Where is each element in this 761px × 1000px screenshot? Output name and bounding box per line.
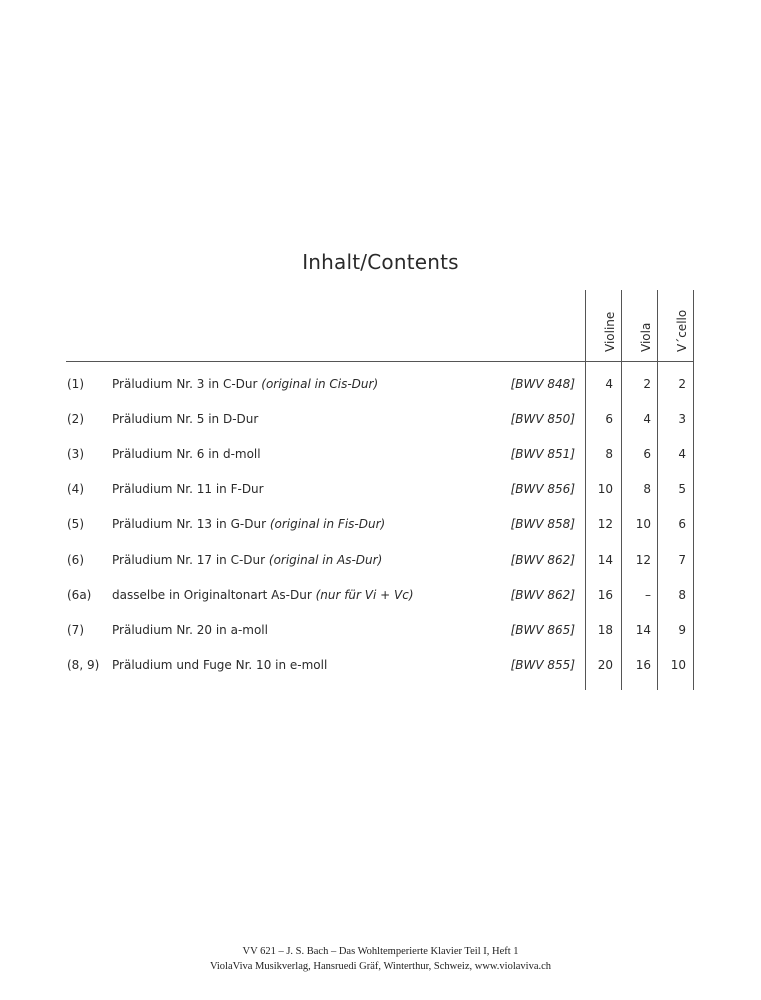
row-title: Präludium und Fuge Nr. 10 in e-moll (112, 658, 328, 672)
table-row (0, 412, 761, 432)
row-bwv: [BWV 862] (510, 588, 575, 602)
page-violine: 12 (597, 517, 613, 531)
page-violine: 4 (605, 377, 613, 391)
footer-line-2: ViolaViva Musikverlag, Hansruedi Gräf, Winterthur, Schweiz, www.violaviva.ch (209, 961, 552, 972)
table-row (0, 517, 761, 537)
page-title: Inhalt/Contents (302, 250, 459, 274)
page-viola: 2 (643, 377, 651, 391)
page-violine: 18 (597, 623, 613, 637)
page-viola: 16 (635, 658, 651, 672)
page-violine: 10 (597, 482, 613, 496)
page-violine: 16 (597, 588, 613, 602)
header-divider (66, 361, 693, 362)
row-bwv: [BWV 856] (510, 482, 575, 496)
row-note: (nur für Vi + Vc) (315, 588, 414, 602)
row-note: (original in Cis-Dur) (261, 377, 379, 391)
page-viola: 10 (635, 517, 651, 531)
row-number: (3) (67, 447, 84, 461)
row-title: Präludium Nr. 11 in F-Dur (112, 482, 264, 496)
table-row (0, 588, 761, 608)
row-number: (8, 9) (67, 658, 100, 672)
row-title: Präludium Nr. 5 in D-Dur (112, 412, 259, 426)
row-bwv: [BWV 850] (510, 412, 575, 426)
page-vcello: 9 (678, 623, 686, 637)
column-header-vcello: V´cello (675, 309, 689, 352)
row-title: Präludium Nr. 17 in C-Dur (original in As-Dur) (112, 553, 383, 567)
row-number: (6) (67, 553, 84, 567)
row-bwv: [BWV 858] (510, 517, 575, 531)
row-title: dasselbe in Originaltonart As-Dur (nur für Vi + Vc) (112, 588, 414, 602)
column-header-viola: Viola (639, 322, 653, 352)
row-bwv: [BWV 855] (510, 658, 575, 672)
page-violine: 14 (597, 553, 613, 567)
page-vcello: 3 (678, 412, 686, 426)
table-row (0, 623, 761, 643)
page-viola: – (645, 588, 651, 602)
row-number: (5) (67, 517, 84, 531)
row-number: (4) (67, 482, 84, 496)
page-vcello: 10 (670, 658, 686, 672)
page-vcello: 6 (678, 517, 686, 531)
row-number: (6a) (67, 588, 92, 602)
table-row (0, 377, 761, 397)
page-vcello: 8 (678, 588, 686, 602)
page-violine: 20 (597, 658, 613, 672)
row-note: (original in As-Dur) (268, 553, 383, 567)
row-title: Präludium Nr. 13 in G-Dur (original in Fis-Dur) (112, 517, 386, 531)
page-vcello: 4 (678, 447, 686, 461)
page-viola: 12 (635, 553, 651, 567)
table-row (0, 447, 761, 467)
row-bwv: [BWV 848] (510, 377, 575, 391)
page-viola: 4 (643, 412, 651, 426)
row-bwv: [BWV 862] (510, 553, 575, 567)
row-number: (1) (67, 377, 84, 391)
row-title: Präludium Nr. 3 in C-Dur (original in Cis-Dur) (112, 377, 379, 391)
row-bwv: [BWV 851] (510, 447, 575, 461)
table-row (0, 658, 761, 678)
table-row (0, 482, 761, 502)
column-header-violine: Violine (603, 311, 617, 352)
page-violine: 6 (605, 412, 613, 426)
page-viola: 6 (643, 447, 651, 461)
page-violine: 8 (605, 447, 613, 461)
page-viola: 8 (643, 482, 651, 496)
page-viola: 14 (635, 623, 651, 637)
row-title: Präludium Nr. 6 in d-moll (112, 447, 261, 461)
footer-line-1: VV 621 – J. S. Bach – Das Wohltemperierte Klavier Teil I, Heft 1 (242, 946, 519, 957)
page-vcello: 7 (678, 553, 686, 567)
row-title: Präludium Nr. 20 in a-moll (112, 623, 268, 637)
row-note: (original in Fis-Dur) (269, 517, 386, 531)
page-vcello: 2 (678, 377, 686, 391)
row-bwv: [BWV 865] (510, 623, 575, 637)
page-vcello: 5 (678, 482, 686, 496)
row-number: (2) (67, 412, 84, 426)
table-row (0, 553, 761, 573)
row-number: (7) (67, 623, 84, 637)
